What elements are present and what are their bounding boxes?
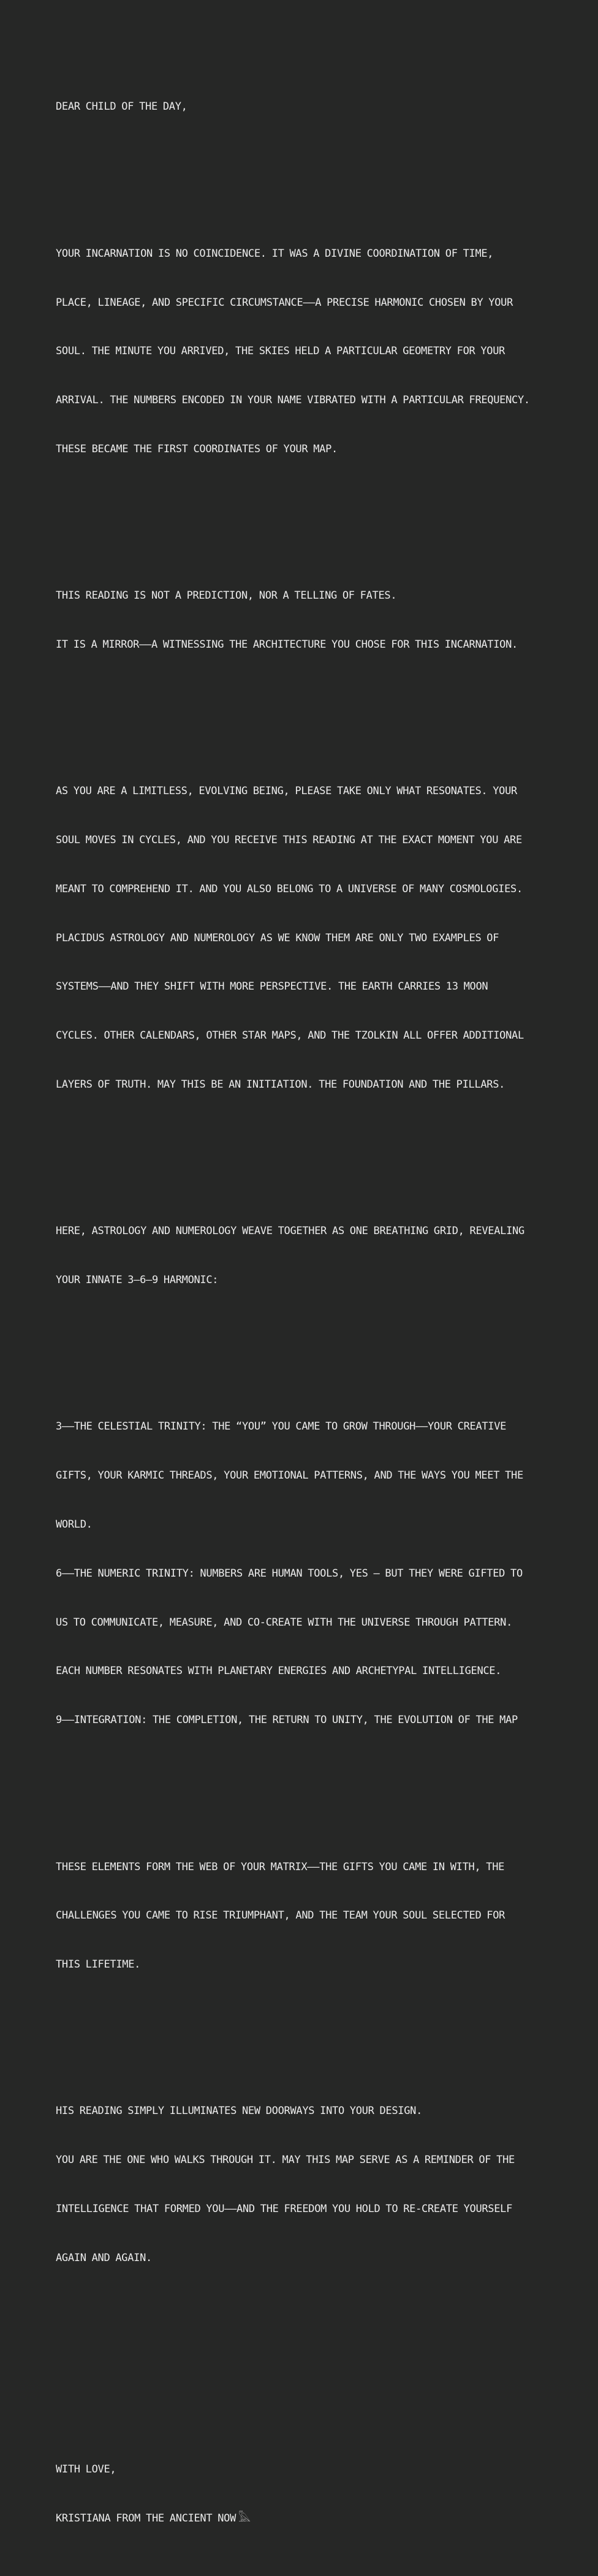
signature-line: [56, 2510, 546, 2527]
paragraph-line: HIS READING SIMPLY ILLUMINATES NEW DOORWAYS INTO YOUR DESIGN.: [56, 2105, 423, 2118]
paragraph-line: CHALLENGES YOU CAME TO RISE TRIUMPHANT, AND THE TEAM YOUR SOUL SELECTED FOR: [56, 1909, 505, 1922]
paragraph-line: IT IS A MIRROR——A WITNESSING THE ARCHITECTURE YOU CHOSE FOR THIS INCARNATION.: [56, 638, 518, 651]
paragraph-7: [56, 2070, 546, 2298]
paragraph-line: LAYERS OF TRUTH. MAY THIS BE AN INITIATION. THE FOUNDATION AND THE PILLARS.: [56, 1078, 505, 1091]
paragraph-5: [56, 1386, 546, 1761]
sign-off: [56, 2429, 546, 2559]
paragraph-line: YOUR INCARNATION IS NO COINCIDENCE. IT WAS A DIVINE COORDINATION OF TIME,: [56, 247, 494, 260]
salutation: [56, 66, 546, 148]
paragraph-line: 3——THE CELESTIAL TRINITY: THE “YOU” YOU CAME TO GROW THROUGH——YOUR CREATIVE: [56, 1420, 507, 1433]
ibis-bird-icon: 𓅓: [238, 2512, 251, 2525]
signature-text: KRISTIANA FROM THE ANCIENT NOW: [56, 2512, 237, 2525]
paragraph-line: THIS READING IS NOT A PREDICTION, NOR A TELLING OF FATES.: [56, 589, 397, 602]
paragraph-line: CYCLES. OTHER CALENDARS, OTHER STAR MAPS, AND THE TZOLKIN ALL OFFER ADDITIONAL: [56, 1029, 524, 1042]
paragraph-line: THESE BECAME THE FIRST COORDINATES OF YOUR MAP.: [56, 442, 338, 455]
salutation-text: DEAR CHILD OF THE DAY,: [56, 100, 187, 113]
paragraph-2: [56, 555, 546, 686]
paragraph-line: THIS LIFETIME.: [56, 1958, 141, 1971]
paragraph-3: [56, 751, 546, 1126]
paragraph-line: SOUL. THE MINUTE YOU ARRIVED, THE SKIES HELD A PARTICULAR GEOMETRY FOR YOUR: [56, 345, 505, 358]
paragraph-6: [56, 1826, 546, 2006]
paragraph-line: MEANT TO COMPREHEND IT. AND YOU ALSO BELONG TO A UNIVERSE OF MANY COSMOLOGIES.: [56, 882, 523, 895]
paragraph-1: [56, 213, 546, 490]
paragraph-line: SYSTEMS——AND THEY SHIFT WITH MORE PERSPECTIVE. THE EARTH CARRIES 13 MOON: [56, 980, 488, 993]
paragraph-4: [56, 1191, 546, 1321]
paragraph-line: SOUL MOVES IN CYCLES, AND YOU RECEIVE THIS READING AT THE EXACT MOMENT YOU ARE: [56, 834, 522, 847]
spacer: [56, 2364, 546, 2381]
paragraph-line: AGAIN AND AGAIN.: [56, 2251, 152, 2264]
paragraph-line: HERE, ASTROLOGY AND NUMEROLOGY WEAVE TOGETHER AS ONE BREATHING GRID, REVEALING: [56, 1225, 524, 1238]
paragraph-line: US TO COMMUNICATE, MEASURE, AND CO-CREATE WITH THE UNIVERSE THROUGH PATTERN.: [56, 1616, 513, 1629]
paragraph-line: YOUR INNATE 3–6–9 HARMONIC:: [56, 1274, 219, 1287]
closing-text: WITH LOVE,: [56, 2463, 116, 2476]
paragraph-line: INTELLIGENCE THAT FORMED YOU——AND THE FREEDOM YOU HOLD TO RE-CREATE YOURSELF: [56, 2202, 513, 2215]
paragraph-line: GIFTS, YOUR KARMIC THREADS, YOUR EMOTIONAL PATTERNS, AND THE WAYS YOU MEET THE: [56, 1469, 523, 1482]
paragraph-line: ARRIVAL. THE NUMBERS ENCODED IN YOUR NAME VIBRATED WITH A PARTICULAR FREQUENCY.: [56, 394, 530, 407]
paragraph-line: AS YOU ARE A LIMITLESS, EVOLVING BEING, PLEASE TAKE ONLY WHAT RESONATES. YOUR: [56, 785, 517, 798]
paragraph-line: WORLD.: [56, 1518, 93, 1531]
paragraph-line: PLACE, LINEAGE, AND SPECIFIC CIRCUMSTANCE——A PRECISE HARMONIC CHOSEN BY YOUR: [56, 296, 513, 309]
paragraph-line: THESE ELEMENTS FORM THE WEB OF YOUR MATRIX——THE GIFTS YOU CAME IN WITH, THE: [56, 1860, 505, 1873]
paragraph-line: YOU ARE THE ONE WHO WALKS THROUGH IT. MAY THIS MAP SERVE AS A REMINDER OF THE: [56, 2154, 515, 2167]
paragraph-line: PLACIDUS ASTROLOGY AND NUMEROLOGY AS WE KNOW THEM ARE ONLY TWO EXAMPLES OF: [56, 931, 499, 944]
letter-body: [56, 34, 546, 2576]
paragraph-line: 6——THE NUMERIC TRINITY: NUMBERS ARE HUMAN TOOLS, YES — BUT THEY WERE GIFTED TO: [56, 1567, 523, 1580]
paragraph-line: 9——INTEGRATION: THE COMPLETION, THE RETURN TO UNITY, THE EVOLUTION OF THE MAP: [56, 1714, 518, 1727]
paragraph-line: EACH NUMBER RESONATES WITH PLANETARY ENERGIES AND ARCHETYPAL INTELLIGENCE.: [56, 1665, 502, 1678]
